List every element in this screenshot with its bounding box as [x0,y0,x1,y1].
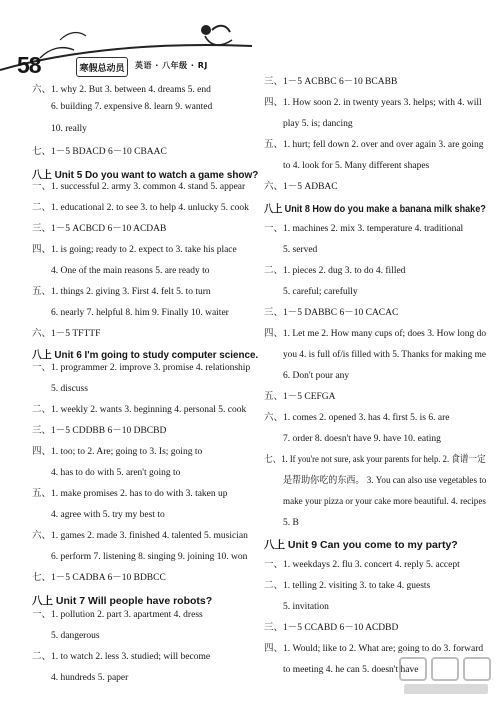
answer-line: 6. Don't pour any [283,371,350,381]
answer-line: 6. perform 7. listening 8. singing 9. joining 10. won [51,552,248,562]
answer-line: 四、1. How soon 2. in twenty years 3. helps; with 4. will [264,98,482,108]
answer-line: 四、1. Let me 2. How many cups of; does 3. How long do [264,329,487,339]
unit-heading: 八上 Unit 6 I'm going to study computer science. [32,349,259,361]
answer-line: 五、1. make promises 2. has to do with 3. taken up [32,489,228,499]
answer-line: 六、1. games 2. made 3. finished 4. talented 5. musician [32,531,248,541]
answer-line: 6. nearly 7. helpful 8. him 9. Finally 10. waiter [51,308,229,318]
answer-line: 5. discuss [51,384,88,394]
watermark-logo-icon [398,654,494,698]
answer-line: 四、1. too; to 2. Are; going to 3. Is; going to [32,447,203,457]
answer-line: 七、1. If you're not sure, ask your parents for help. 2. 食谱一定 [264,455,486,465]
answer-line: 7. order 8. doesn't have 9. have 10. eating [283,434,441,444]
book-title: 寒假总动员 [76,57,128,77]
answer-line: make your pizza or your cake more beautiful. 4. recipes [283,497,486,507]
answer-line: 二、1. pieces 2. dug 3. to do 4. filled [264,266,406,276]
answer-line: 4. hundreds 5. paper [51,673,129,683]
answer-line: 四、1. Would; like to 2. What are; going to do 3. forward [264,644,484,654]
answer-line: 五、1. hurt; fell down 2. over and over again 3. are going [264,140,484,150]
answer-line: 七、1－5 BDACD 6－10 CBAAC [32,147,167,157]
answer-line: 二、1. telling 2. visiting 3. to take 4. guests [264,581,431,591]
answer-line: 三、1－5 ACBCD 6－10 ACDAB [32,224,167,234]
answer-line: 六、1. comes 2. opened 3. has 4. first 5. is 6. are [264,413,450,423]
answer-line: 6. building 7. expensive 8. learn 9. wanted [51,102,213,112]
answer-line: 一、1. weekdays 2. flu 3. concert 4. reply 5. accept [264,560,460,570]
answer-line: 五、1－5 CEFGA [264,392,336,402]
answer-line: play 5. is; dancing [283,119,353,129]
answer-line: 三、1－5 CDDBB 6－10 DBCBD [32,426,167,436]
answer-line: 二、1. educational 2. to see 3. to help 4. unlucky 5. cook [32,203,249,213]
answer-line: 一、1. successful 2. army 3. common 4. stand 5. appear [32,182,246,192]
header-swoosh-decoration [0,0,500,84]
answer-line: 5. careful; carefully [283,287,358,297]
answer-line: 10. really [51,124,87,134]
unit-heading: 八上 Unit 7 Will people have robots? [32,595,213,607]
answer-line: 六、1－5 ADBAC [264,182,338,192]
answer-line: 一、1. pollution 2. part 3. apartment 4. dress [32,610,203,620]
answer-line: to 4. look for 5. Many different shapes [283,161,430,171]
answer-line: 5. served [283,245,318,255]
answer-line: 5. B [283,518,299,528]
answer-line: 四、1. is going; ready to 2. expect to 3. take his place [32,245,237,255]
answer-line: 六、1. why 2. But 3. between 4. dreams 5. end [32,85,211,95]
answer-line: 4. has to do with 5. aren't going to [51,468,181,478]
answer-line: you 4. is full of/is filled with 5. Thanks for making me [283,350,487,360]
answer-line: 一、1. programmer 2. improve 3. promise 4. relationship [32,363,251,373]
answer-line: 一、1. machines 2. mix 3. temperature 4. traditional [264,224,464,234]
unit-heading: 八上 Unit 5 Do you want to watch a game show? [32,169,259,181]
answer-line: 4. One of the main reasons 5. are ready to [51,266,210,276]
unit-heading: 八上 Unit 9 Can you come to my party? [264,539,458,551]
page-header [0,0,500,84]
answer-line: 三、1－5 ACBBC 6－10 BCABB [264,77,398,87]
answer-line: 六、1－5 TFTTF [32,329,101,339]
answer-line: to meeting 4. he can 5. doesn't have [283,665,419,675]
answer-line: 三、1－5 CCABD 6－10 ACDBD [264,623,399,633]
book-subtitle: 英语 · 八年级 · RJ [135,61,208,70]
answer-line: 5. invitation [283,602,329,612]
answer-line: 4. agree with 5. try my best to [51,510,165,520]
answer-line: 三、1－5 DABBC 6－10 CACAC [264,308,399,318]
answer-line: 是帮助你吃的东西。 3. You can also use vegetables to [283,476,487,486]
page-number: 58 [17,52,41,78]
unit-heading: 八上 Unit 8 How do you make a banana milk shake? [264,203,486,215]
answer-line: 二、1. to watch 2. less 3. studied; will become [32,652,211,662]
answer-line: 二、1. weekly 2. wants 3. beginning 4. personal 5. cook [32,405,247,415]
answer-line: 五、1. things 2. giving 3. First 4. felt 5. to turn [32,287,211,297]
answer-line: 七、1－5 CADBA 6－10 BDBCC [32,573,166,583]
answer-line: 5. dangerous [51,631,100,641]
